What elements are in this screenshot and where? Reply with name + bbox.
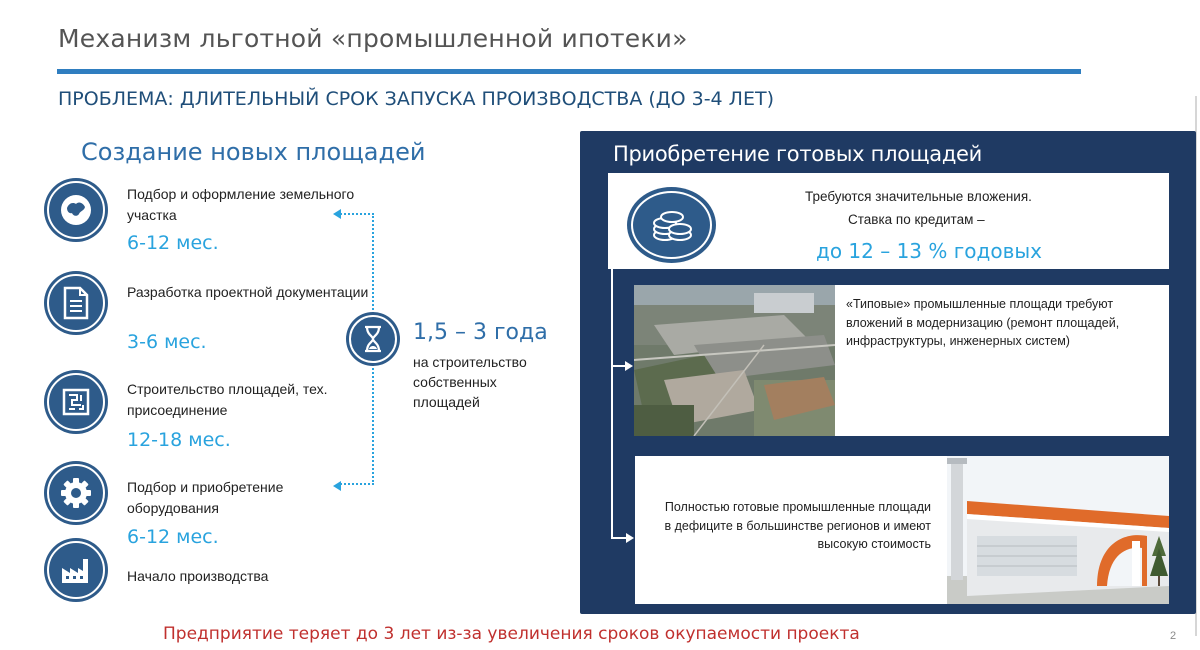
step-land-label: Подбор и оформление земельного участка	[127, 186, 355, 223]
connector-branch-mid	[611, 365, 626, 367]
connector-arrow-mid	[625, 361, 633, 371]
connector-arrow-bot	[626, 533, 634, 543]
ready-facilities-heading: Приобретение готовых площадей	[613, 142, 983, 166]
conclusion-note: Предприятие теряет до 3 лет из-за увеличения сроков окупаемости проекта	[163, 624, 860, 644]
build-time-value: 1,5 – 3 года	[413, 320, 548, 345]
connector-branch-bot	[611, 537, 627, 539]
industrial-area-photo	[634, 285, 835, 436]
document-icon	[44, 271, 108, 335]
step-land-duration: 6-12 мес.	[127, 232, 219, 254]
step-design-label: Разработка проектной документации	[127, 284, 369, 300]
new-facilities-heading: Создание новых площадей	[81, 138, 426, 166]
rate-value: до 12 – 13 % годовых	[816, 239, 1042, 263]
globe-icon	[44, 178, 108, 242]
hourglass-icon	[346, 312, 400, 366]
coins-icon	[627, 187, 716, 263]
page-number: 2	[1170, 630, 1177, 642]
typical-facilities-text: «Типовые» промышленные площади требуют вложений в модернизацию (ремонт площадей, инфраструктуры, инженерных систем)	[846, 297, 1120, 348]
step-construction-label: Строительство площадей, тех. присоединение	[127, 381, 328, 418]
title-divider	[57, 69, 1081, 74]
factory-icon	[44, 538, 108, 602]
ready-facilities-text: Полностью готовые промышленные площади в дефиците в большинстве регионов и имеют высокую стоимость	[664, 500, 931, 551]
step-equipment-label: Подбор и приобретение оборудования	[127, 479, 284, 516]
connector-line	[611, 269, 613, 539]
problem-subtitle: ПРОБЛЕМА: ДЛИТЕЛЬНЫЙ СРОК ЗАПУСКА ПРОИЗВОДСТВА (ДО 3-4 ЛЕТ)	[58, 88, 774, 110]
blueprint-icon	[44, 370, 108, 434]
step-production-label: Начало производства	[127, 568, 269, 584]
step-equipment-duration: 6-12 мес.	[127, 526, 219, 548]
rate-line: Ставка по кредитам –	[848, 212, 985, 227]
page-title: Механизм льготной «промышленной ипотеки»	[58, 24, 688, 53]
gear-icon	[44, 461, 108, 525]
typical-facilities-card	[634, 285, 1169, 436]
ready-facilities-card	[635, 456, 1169, 604]
bracket-arrow-bottom	[333, 481, 341, 491]
step-construction-duration: 12-18 мес.	[127, 429, 231, 451]
build-time-note: на строительство собственных площадей	[413, 354, 527, 410]
modern-plant-photo	[947, 456, 1169, 604]
bracket-arrow-top	[333, 209, 341, 219]
step-design-duration: 3-6 мес.	[127, 331, 207, 353]
investment-line: Требуются значительные вложения.	[805, 189, 1032, 204]
